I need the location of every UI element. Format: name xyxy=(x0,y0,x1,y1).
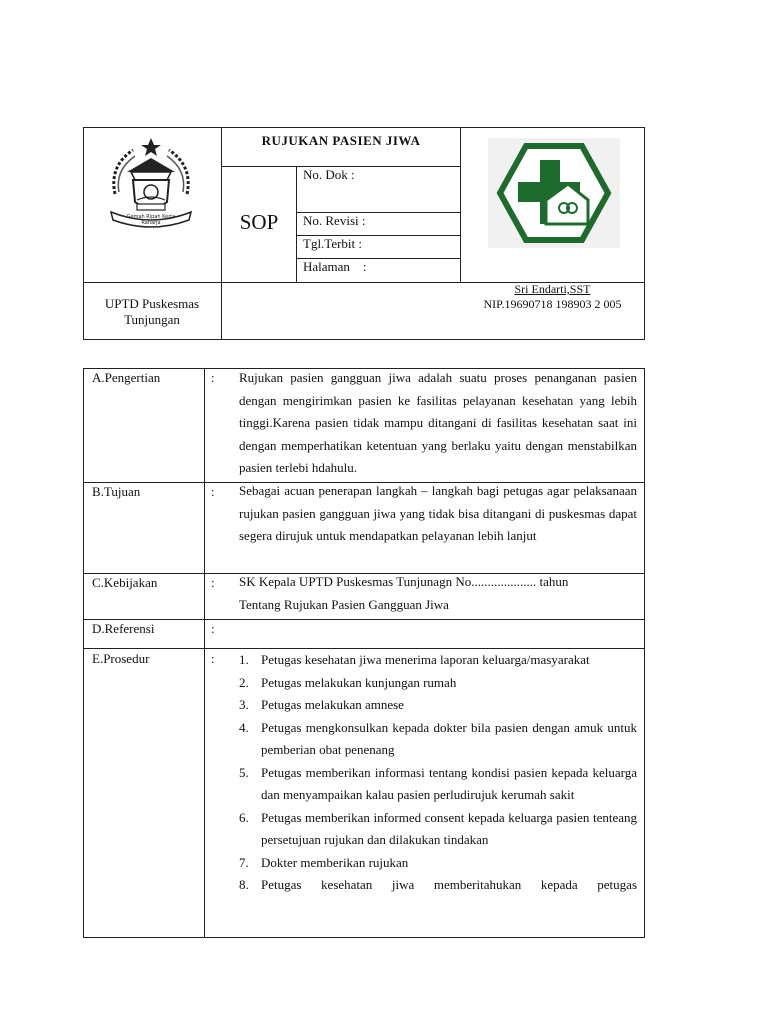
list-item: 8. Petugas kesehatan jiwa memberitahukan kepada petugas xyxy=(239,877,637,892)
section-colon: : xyxy=(211,484,215,499)
list-item: 3. Petugas melakukan amnese xyxy=(239,697,404,712)
signer-nip: NIP.19690718 198903 2 005 xyxy=(483,297,622,311)
section-label-referensi: D.Referensi xyxy=(92,621,155,636)
section-text-kebijakan: SK Kepala UPTD Puskesmas Tunjunagn No.................... tahun Tentang Rujukan Pasien Gangguan Jiwa xyxy=(239,574,569,612)
section-text-tujuan: Sebagai acuan penerapan langkah – langkah bagi petugas agar pelaksanaan rujukan pasien gangguan jiwa yang tidak bisa ditangani di puskesmas dapat segera dirujuk untuk mendapatkan pelayanan lebih lanjut xyxy=(239,483,637,543)
emblem-motto: Gemah Ripah Kerta Raharja xyxy=(126,214,176,226)
field-no-dok: No. Dok : xyxy=(303,167,355,182)
list-item: 1. Petugas kesehatan jiwa menerima laporan keluarga/masyarakat xyxy=(239,652,590,667)
organization-name: UPTD Puskesmas Tunjungan xyxy=(104,296,200,327)
signer-name: Sri Endarti,SST xyxy=(514,282,591,296)
list-item: 6. Petugas memberikan informed consent kepada keluarga pasien tenteang persetujuan rujukan dan dilakukan tindakan xyxy=(239,809,637,847)
section-text-pengertian: Rujukan pasien gangguan jiwa adalah suatu proses penanganan pasien dengan mengirimkan pasien ke fasilitas pelayanan kesehatan yang lebih tinggi.Karena pasien tidak mampu ditangani di fasilitas kesehatan saat ini dengan memperhatikan ketentuan yang berlaku yaitu dengan menstabilkan pasien terlebi hdahulu. xyxy=(239,370,637,475)
list-item: 2. Petugas melakukan kunjungan rumah xyxy=(239,674,457,690)
field-no-revisi: No. Revisi : xyxy=(303,213,366,228)
section-colon: : xyxy=(211,621,215,636)
field-halaman: Halaman : xyxy=(303,259,367,274)
list-item: 5. Petugas memberikan informasi tentang kondisi pasien kepada keluarga dan menyampaikan kalau pasien perludirujuk kerumah sakit xyxy=(239,764,637,802)
section-label-kebijakan: C.Kebijakan xyxy=(92,575,158,590)
field-tgl-terbit: Tgl.Terbit : xyxy=(303,236,363,251)
regency-emblem-logo xyxy=(103,136,199,232)
section-colon: : xyxy=(211,575,215,590)
list-item: 4. Petugas mengkonsulkan kepada dokter bila pasien dengan amuk untuk pemberian obat penenang xyxy=(239,719,637,757)
section-label-pengertian: A.Pengertian xyxy=(92,370,161,385)
list-item: 7. Dokter memberikan rujukan xyxy=(239,854,409,870)
section-colon: : xyxy=(211,651,215,666)
document-title: RUJUKAN PASIEN JIWA xyxy=(261,133,421,148)
sop-label: SOP xyxy=(239,210,279,234)
puskesmas-logo xyxy=(488,138,620,248)
procedure-steps xyxy=(239,649,637,897)
section-colon: : xyxy=(211,370,215,385)
section-label-prosedur: E.Prosedur xyxy=(92,651,150,666)
signer-block xyxy=(461,282,644,312)
section-label-tujuan: B.Tujuan xyxy=(92,484,141,499)
